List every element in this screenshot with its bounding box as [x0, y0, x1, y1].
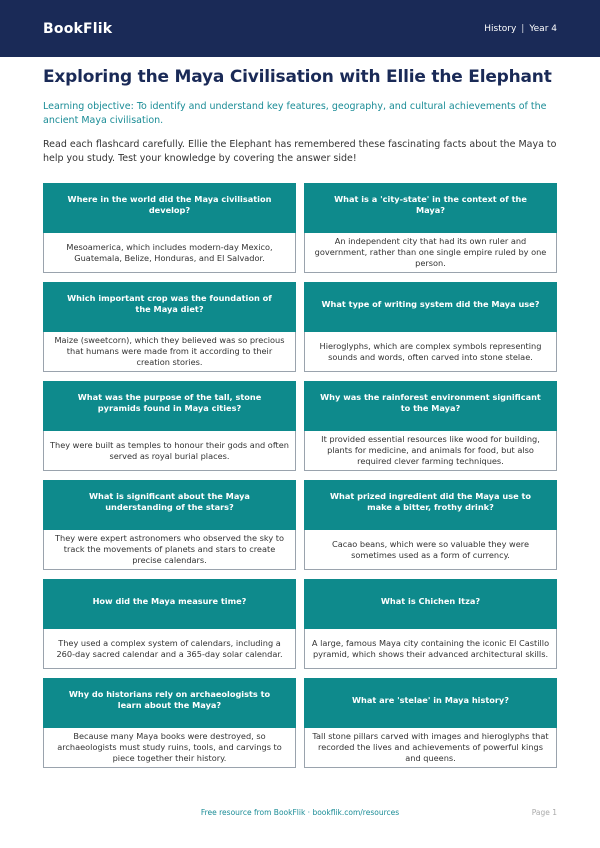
- flashcard-answer: Maize (sweetcorn), which they believed was so precious that humans were made from it according to their creation stories.: [43, 332, 296, 372]
- page-title: Exploring the Maya Civilisation with Ellie the Elephant: [43, 67, 552, 87]
- flashcard-question: How did the Maya measure time?: [43, 579, 296, 629]
- flashcard-answer: They were expert astronomers who observed the sky to track the movements of planets and stars to create precise calendars.: [43, 530, 296, 570]
- flashcard-answer: An independent city that had its own ruler and government, rather than one single empire ruled by one person.: [304, 233, 557, 273]
- footer-source-link[interactable]: Free resource from BookFlik · bookflik.com/resources: [200, 808, 400, 817]
- top-header-bar: [0, 0, 600, 57]
- flashcard-question: What is significant about the Maya understanding of the stars?: [43, 480, 296, 530]
- flashcard-answer: They used a complex system of calendars, including a 260-day sacred calendar and a 365-day solar calendar.: [43, 629, 296, 669]
- flashcard-question: Which important crop was the foundation of the Maya diet?: [43, 282, 296, 332]
- header-meta: [484, 24, 557, 34]
- year-label: Year 4: [529, 23, 557, 34]
- flashcard-answer: Because many Maya books were destroyed, so archaeologists must study ruins, tools, and carvings to piece together their history.: [43, 728, 296, 768]
- page-number: Page 1: [531, 808, 557, 817]
- flashcard-question: What is a 'city-state' in the context of the Maya?: [304, 183, 557, 233]
- flashcard-question: What type of writing system did the Maya use?: [304, 282, 557, 332]
- flashcard-answer: Cacao beans, which were so valuable they were sometimes used as a form of currency.: [304, 530, 557, 570]
- flashcard-question: What prized ingredient did the Maya use to make a bitter, frothy drink?: [304, 480, 557, 530]
- flashcard-answer: It provided essential resources like wood for building, plants for medicine, and animals for food, but also required clever farming techniques.: [304, 431, 557, 471]
- subject-label: History: [484, 23, 517, 34]
- flashcard[interactable]: [43, 480, 296, 570]
- flashcard-answer: A large, famous Maya city containing the iconic El Castillo pyramid, which shows their advanced architectural skills.: [304, 629, 557, 669]
- flashcard[interactable]: [43, 282, 296, 372]
- flashcard[interactable]: [43, 678, 296, 768]
- flashcard[interactable]: [304, 183, 557, 273]
- flashcard-question: What is Chichen Itza?: [304, 579, 557, 629]
- flashcard[interactable]: [304, 381, 557, 471]
- flashcard-question: Why was the rainforest environment significant to the Maya?: [304, 381, 557, 431]
- flashcard-question: Why do historians rely on archaeologists to learn about the Maya?: [43, 678, 296, 728]
- flashcard-question: What was the purpose of the tall, stone pyramids found in Maya cities?: [43, 381, 296, 431]
- flashcard-answer: Tall stone pillars carved with images and hieroglyphs that recorded the lives and achievements of powerful kings and queens.: [304, 728, 557, 768]
- flashcard-grid: [43, 183, 557, 768]
- flashcard-question: What are 'stelae' in Maya history?: [304, 678, 557, 728]
- flashcard-question: Where in the world did the Maya civilisation develop?: [43, 183, 296, 233]
- flashcard-answer: Mesoamerica, which includes modern-day Mexico, Guatemala, Belize, Honduras, and El Salvador.: [43, 233, 296, 273]
- flashcard[interactable]: [304, 678, 557, 768]
- flashcard-answer: Hieroglyphs, which are complex symbols representing sounds and words, often carved into stone stelae.: [304, 332, 557, 372]
- flashcard[interactable]: [43, 579, 296, 669]
- intro-text: Read each flashcard carefully. Ellie the Elephant has remembered these fascinating facts about the Maya to help you study. Test your knowledge by covering the answer side!: [43, 139, 557, 164]
- flashcard[interactable]: [43, 183, 296, 273]
- brand-logo[interactable]: BookFlik: [43, 20, 113, 37]
- meta-separator: |: [521, 23, 525, 34]
- flashcard-answer: They were built as temples to honour their gods and often served as royal burial places.: [43, 431, 296, 471]
- flashcard[interactable]: [304, 282, 557, 372]
- learning-objective: Learning objective: To identify and understand key features, geography, and cultural achievements of the ancient Maya civilisation.: [43, 101, 547, 126]
- flashcard[interactable]: [304, 480, 557, 570]
- flashcard[interactable]: [43, 381, 296, 471]
- flashcard[interactable]: [304, 579, 557, 669]
